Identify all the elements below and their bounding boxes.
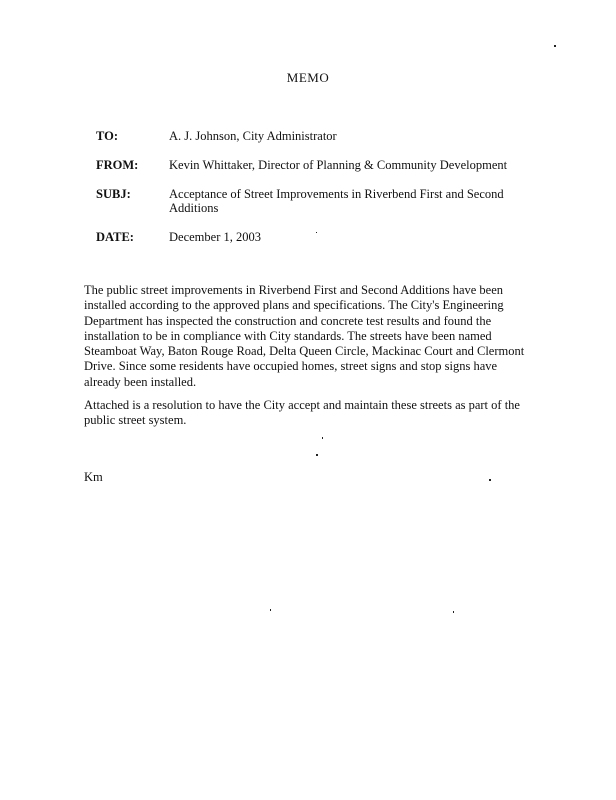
scan-speck (316, 454, 318, 456)
header-subj-row (96, 187, 509, 215)
scan-speck (453, 611, 454, 613)
header-date-row (96, 230, 509, 244)
header-to-value: A. J. Johnson, City Administrator (169, 129, 337, 143)
scan-speck (489, 479, 491, 481)
scan-speck (554, 45, 556, 47)
scan-speck (270, 609, 271, 611)
memo-title: MEMO (286, 70, 330, 85)
header-date-value: December 1, 2003 (169, 230, 261, 244)
header-from-row (96, 158, 529, 172)
header-to-row (96, 129, 509, 143)
header-subj-value: Acceptance of Street Improvements in Riverbend First and Second Additions (169, 187, 504, 215)
scan-speck (316, 232, 317, 233)
header-to-label: TO: (96, 129, 118, 143)
scan-speck (322, 437, 323, 439)
body-paragraph-2: Attached is a resolution to have the City accept and maintain these streets as part of the public street system. (84, 398, 520, 428)
header-from-value: Kevin Whittaker, Director of Planning & Community Development (169, 158, 508, 172)
body-paragraph-1: The public street improvements in Riverbend First and Second Additions have been installed according to the approved plans and specifications. The City's Engineering Department has inspected the construction and concrete test results and found the installation to be in compliance with City standards. The streets have been named Steamboat Way, Baton Rouge Road, Delta Queen Circle, Mackinac Court and Clermont Drive. Since some residents have occupied homes, street signs and stop signs have already been installed. (84, 283, 525, 389)
header-date-label: DATE: (96, 230, 134, 244)
header-subj-label: SUBJ: (96, 187, 131, 201)
closing-initials: Km (84, 470, 103, 484)
header-from-label: FROM: (96, 158, 139, 172)
